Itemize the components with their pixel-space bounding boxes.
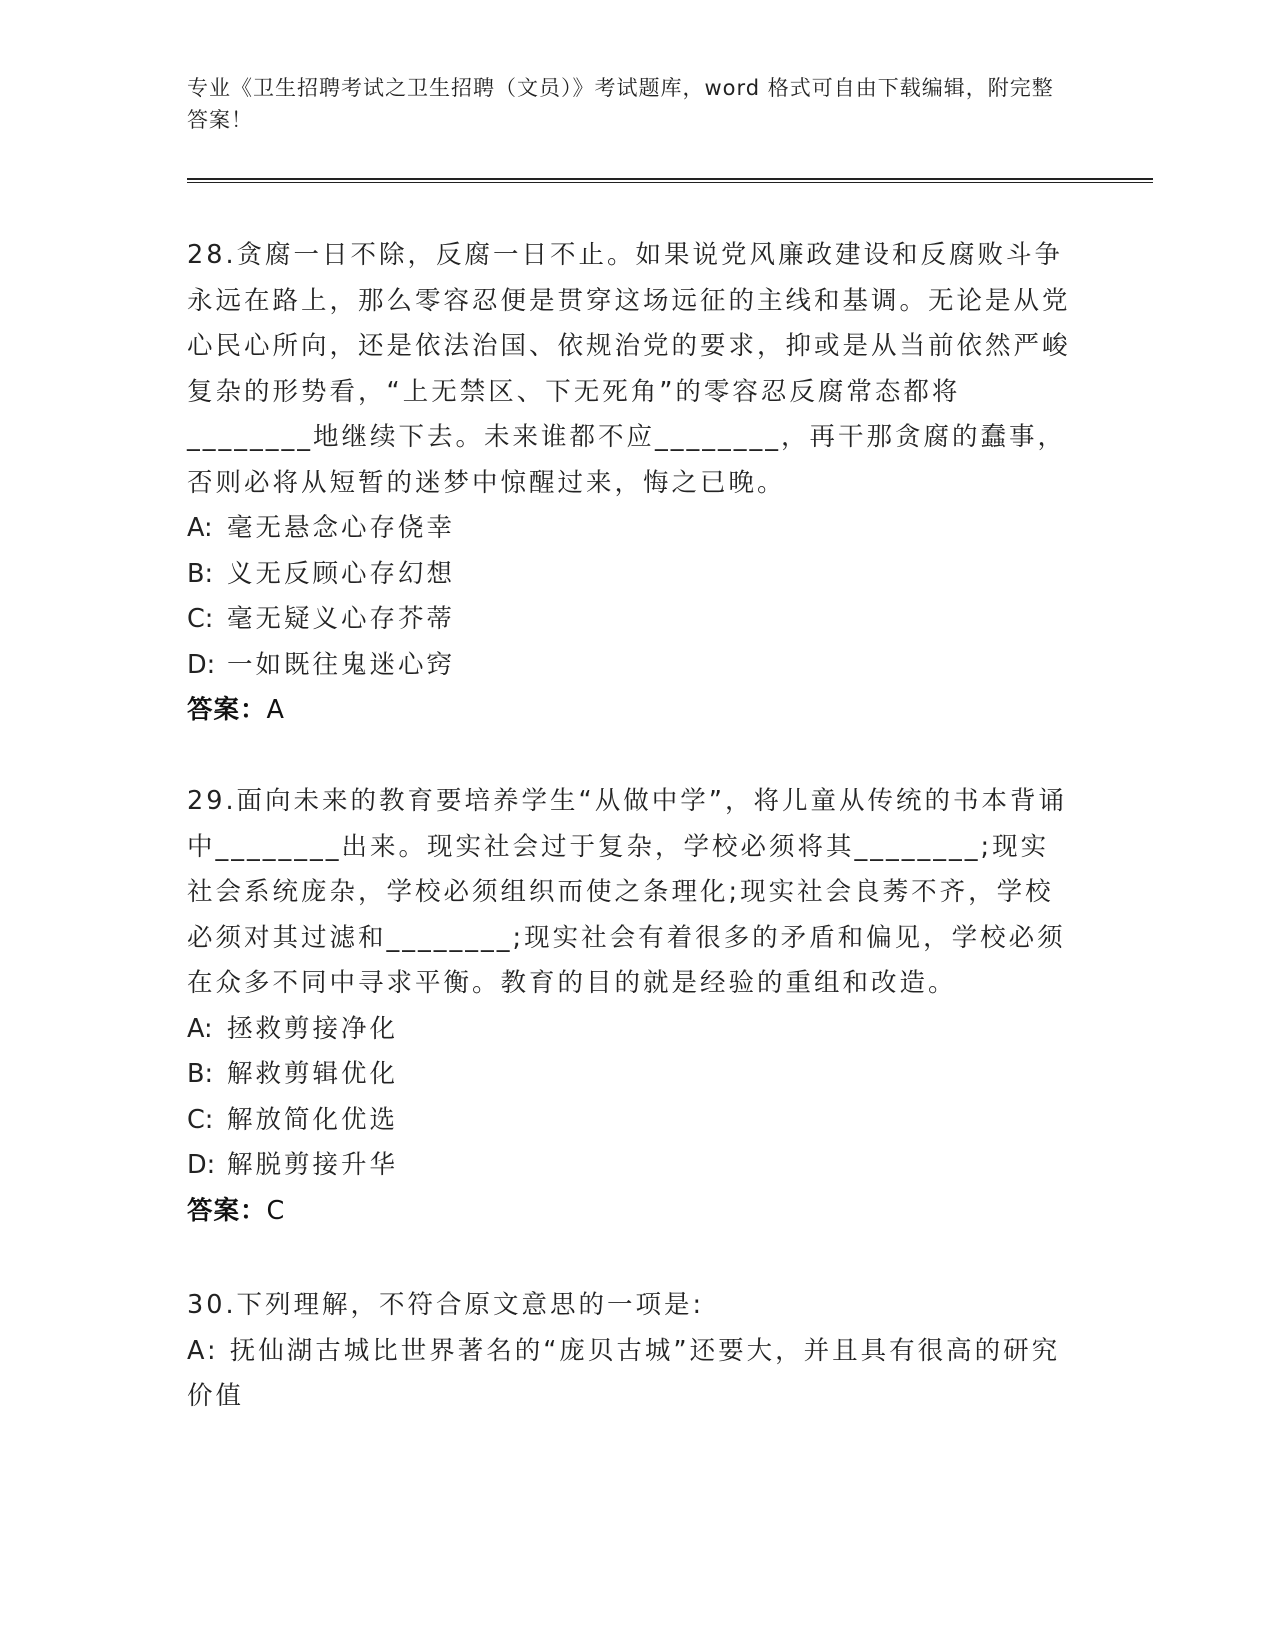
document-header: 专业《卫生招聘考试之卫生招聘（文员）》考试题库，word 格式可自由下载编辑，附完整答案！ [187, 76, 1054, 132]
option-letter: B: [187, 558, 214, 589]
question-30 [187, 1283, 1077, 1420]
option-letter: A: [187, 1335, 219, 1366]
option-d [187, 1143, 1077, 1189]
option-text: 义无反顾心存幻想 [227, 558, 456, 589]
option-text: 拯救剪接净化 [227, 1013, 399, 1044]
option-text: 解脱剪接升华 [227, 1150, 399, 1180]
option-text: 毫无悬念心存侥幸 [227, 513, 456, 543]
option-d [187, 643, 1077, 689]
option-text: 抚仙湖古城比世界著名的“庞贝古城”还要大，并且具有很高的研究价值 [187, 1335, 1061, 1411]
option-letter: C: [187, 1104, 214, 1135]
answer-line [187, 688, 1077, 734]
question-stem: 30.下列理解，不符合原文意思的一项是: [187, 1290, 705, 1320]
option-b [187, 552, 1077, 598]
option-text: 一如既往鬼迷心窍 [227, 649, 456, 680]
option-letter: D: [187, 1150, 216, 1180]
option-text: 解救剪辑优化 [227, 1059, 399, 1089]
option-a [187, 506, 1077, 552]
option-c [187, 597, 1077, 643]
answer-label: 答案： [187, 695, 267, 725]
option-a [187, 1007, 1077, 1053]
answer-value: C [266, 1195, 286, 1226]
option-letter: C: [187, 604, 214, 634]
question-stem: 28.贪腐一日不除，反腐一日不止。如果说党风廉政建设和反腐败斗争永远在路上，那么零容忍便是贯穿这场远征的主线和基调。无论是从党心民心所向，还是依法治国、依规治党的要求，抑或是从当前依然严峻复杂的形势看，“上无禁区、下无死角”的零容忍反腐常态都将________地继续下去。未来谁都不应________，再干那贪腐的蠢事，否则必将从短暂的迷梦中惊醒过来，悔之已晚。 [187, 240, 1071, 498]
option-letter: D: [187, 649, 216, 680]
question-28 [187, 233, 1077, 734]
answer-line [187, 1189, 1077, 1235]
option-letter: B: [187, 1059, 214, 1089]
header-divider [187, 178, 1153, 183]
option-c [187, 1098, 1077, 1144]
option-b [187, 1052, 1077, 1098]
option-letter: A: [187, 1013, 213, 1044]
option-text: 解放简化优选 [227, 1104, 399, 1135]
option-text: 毫无疑义心存芥蒂 [227, 604, 456, 634]
option-letter: A: [187, 513, 213, 543]
answer-value: A [266, 695, 285, 725]
answer-label: 答案： [187, 1195, 267, 1226]
option-a [187, 1329, 1077, 1420]
question-stem: 29.面向未来的教育要培养学生“从做中学”，将儿童从传统的书本背诵中________出来。现实社会过于复杂，学校必须将其________;现实社会系统庞杂，学校必须组织而使之条理化;现实社会良莠不齐，学校必须对其过滤和________;现实社会有着很多的矛盾和偏见，学校必须在众多不同中寻求平衡。教育的目的就是经验的重组和改造。 [187, 786, 1067, 998]
question-29 [187, 779, 1077, 1234]
